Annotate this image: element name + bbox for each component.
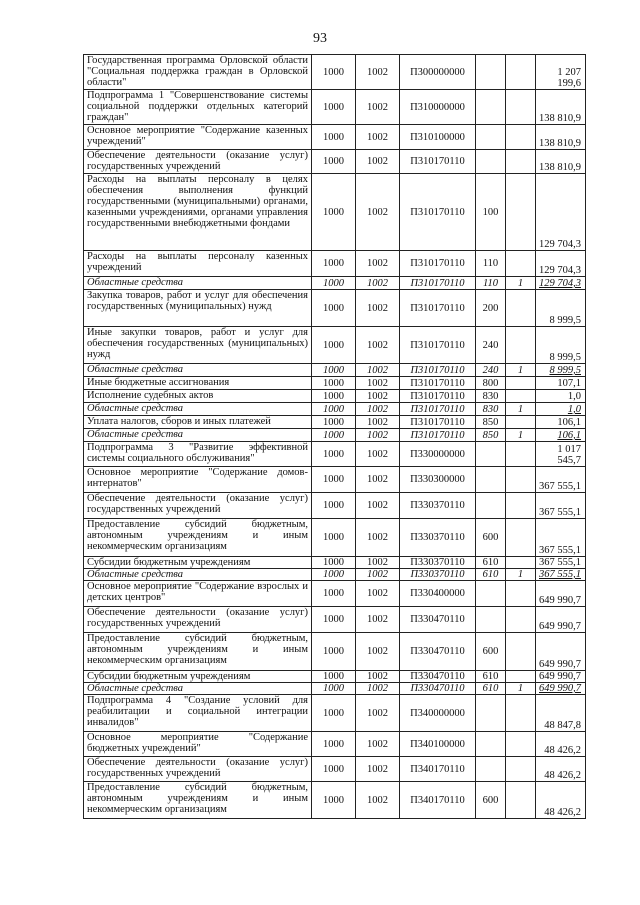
cell-subsection: 1002: [356, 416, 400, 429]
cell-description: Расходы на выплаты персоналу казенных учреждений: [84, 251, 312, 277]
cell-amount: 367 555,1: [536, 569, 586, 581]
cell-amount: 138 810,9: [536, 150, 586, 174]
cell-expense-type: 110: [476, 251, 506, 277]
cell-expense-type: [476, 150, 506, 174]
cell-subsection: 1002: [356, 519, 400, 557]
cell-target-article: П310100000: [400, 125, 476, 150]
cell-subsection: 1002: [356, 150, 400, 174]
cell-expense-type: [476, 695, 506, 732]
table-row: [84, 377, 586, 390]
cell-funding-source: [506, 174, 536, 251]
cell-funding-source: 1: [506, 429, 536, 442]
cell-section: 1000: [312, 390, 356, 403]
cell-description: Основное мероприятие "Содержание домов-интернатов": [84, 467, 312, 493]
cell-section: 1000: [312, 327, 356, 364]
cell-funding-source: [506, 251, 536, 277]
cell-target-article: П310170110: [400, 416, 476, 429]
cell-description: Иные закупки товаров, работ и услуг для обеспечения государственных (муниципальных) нужд: [84, 327, 312, 364]
cell-subsection: 1002: [356, 607, 400, 633]
table-row: [84, 442, 586, 467]
cell-subsection: 1002: [356, 277, 400, 290]
cell-target-article: П330370110: [400, 569, 476, 581]
cell-target-article: П300000000: [400, 55, 476, 90]
cell-funding-source: [506, 757, 536, 782]
cell-section: 1000: [312, 55, 356, 90]
cell-description: Расходы на выплаты персоналу в целях обеспечения выполнения функций государственными (муниципальными) органами, казенными учреждениями, органами управления государственными внебюджетными фондами: [84, 174, 312, 251]
cell-amount: 107,1: [536, 377, 586, 390]
cell-description: Основное мероприятие "Содержание бюджетных учреждений": [84, 732, 312, 757]
cell-section: 1000: [312, 757, 356, 782]
cell-description: Предоставление субсидий бюджетным, автономным учреждениям и иным некоммерческим организациям: [84, 633, 312, 671]
cell-amount: 1 207 199,6: [536, 55, 586, 90]
cell-subsection: 1002: [356, 557, 400, 569]
cell-description: Подпрограмма 3 "Развитие эффективной системы социального обслуживания": [84, 442, 312, 467]
cell-expense-type: 850: [476, 416, 506, 429]
cell-subsection: 1002: [356, 695, 400, 732]
table-row: [84, 174, 586, 251]
cell-expense-type: 600: [476, 633, 506, 671]
cell-amount: 106,1: [536, 429, 586, 442]
cell-funding-source: [506, 416, 536, 429]
cell-amount: 48 426,2: [536, 732, 586, 757]
cell-amount: 649 990,7: [536, 607, 586, 633]
cell-amount: 48 426,2: [536, 757, 586, 782]
cell-amount: 129 704,3: [536, 251, 586, 277]
cell-target-article: П330370110: [400, 557, 476, 569]
cell-description: Областные средства: [84, 403, 312, 416]
table-row: [84, 125, 586, 150]
cell-subsection: 1002: [356, 757, 400, 782]
cell-description: Субсидии бюджетным учреждениям: [84, 557, 312, 569]
cell-target-article: П330000000: [400, 442, 476, 467]
cell-section: 1000: [312, 519, 356, 557]
cell-section: 1000: [312, 633, 356, 671]
cell-amount: 1,0: [536, 390, 586, 403]
table-row: [84, 607, 586, 633]
cell-subsection: 1002: [356, 671, 400, 683]
cell-description: Субсидии бюджетным учреждениям: [84, 671, 312, 683]
cell-funding-source: [506, 607, 536, 633]
cell-section: 1000: [312, 581, 356, 607]
cell-expense-type: 240: [476, 364, 506, 377]
page-number: 93: [313, 31, 327, 46]
cell-expense-type: [476, 732, 506, 757]
cell-amount: 8 999,5: [536, 327, 586, 364]
cell-description: Уплата налогов, сборов и иных платежей: [84, 416, 312, 429]
cell-expense-type: 830: [476, 403, 506, 416]
cell-target-article: П330470110: [400, 683, 476, 695]
cell-funding-source: 1: [506, 364, 536, 377]
cell-section: 1000: [312, 416, 356, 429]
cell-description: Исполнение судебных актов: [84, 390, 312, 403]
cell-target-article: П310170110: [400, 403, 476, 416]
table-row: [84, 403, 586, 416]
cell-subsection: 1002: [356, 55, 400, 90]
cell-description: Обеспечение деятельности (оказание услуг) государственных учреждений: [84, 150, 312, 174]
table-row: [84, 671, 586, 683]
cell-funding-source: [506, 442, 536, 467]
cell-expense-type: [476, 607, 506, 633]
cell-amount: 649 990,7: [536, 671, 586, 683]
cell-amount: 649 990,7: [536, 683, 586, 695]
cell-expense-type: [476, 581, 506, 607]
cell-amount: 106,1: [536, 416, 586, 429]
cell-subsection: 1002: [356, 442, 400, 467]
cell-funding-source: [506, 150, 536, 174]
cell-amount: 8 999,5: [536, 364, 586, 377]
cell-target-article: П310170110: [400, 390, 476, 403]
cell-amount: 367 555,1: [536, 467, 586, 493]
cell-target-article: П330470110: [400, 671, 476, 683]
cell-funding-source: [506, 732, 536, 757]
cell-expense-type: [476, 125, 506, 150]
cell-target-article: П340100000: [400, 732, 476, 757]
table-row: [84, 757, 586, 782]
cell-subsection: 1002: [356, 251, 400, 277]
cell-section: 1000: [312, 364, 356, 377]
cell-amount: 129 704,3: [536, 277, 586, 290]
cell-target-article: П340000000: [400, 695, 476, 732]
cell-expense-type: [476, 757, 506, 782]
cell-expense-type: 800: [476, 377, 506, 390]
cell-funding-source: 1: [506, 403, 536, 416]
cell-target-article: П310170110: [400, 364, 476, 377]
cell-target-article: П310170110: [400, 277, 476, 290]
cell-expense-type: 600: [476, 782, 506, 819]
cell-amount: 138 810,9: [536, 90, 586, 125]
cell-subsection: 1002: [356, 683, 400, 695]
table-row: [84, 277, 586, 290]
cell-funding-source: 1: [506, 683, 536, 695]
cell-section: 1000: [312, 671, 356, 683]
cell-expense-type: [476, 467, 506, 493]
cell-funding-source: [506, 377, 536, 390]
cell-subsection: 1002: [356, 364, 400, 377]
cell-section: 1000: [312, 174, 356, 251]
cell-section: 1000: [312, 493, 356, 519]
cell-subsection: 1002: [356, 429, 400, 442]
cell-section: 1000: [312, 277, 356, 290]
table-row: [84, 364, 586, 377]
cell-expense-type: [476, 90, 506, 125]
cell-description: Областные средства: [84, 683, 312, 695]
cell-amount: 367 555,1: [536, 519, 586, 557]
cell-description: Предоставление субсидий бюджетным, автономным учреждениям и иным некоммерческим организациям: [84, 782, 312, 819]
table-row: [84, 467, 586, 493]
cell-section: 1000: [312, 429, 356, 442]
cell-target-article: П330470110: [400, 607, 476, 633]
cell-funding-source: [506, 671, 536, 683]
table-body: [84, 55, 586, 819]
table-row: [84, 683, 586, 695]
cell-expense-type: 600: [476, 519, 506, 557]
cell-description: Подпрограмма 4 "Создание условий для реабилитации и социальной интеграции инвалидов": [84, 695, 312, 732]
cell-expense-type: 830: [476, 390, 506, 403]
cell-subsection: 1002: [356, 403, 400, 416]
table-row: [84, 290, 586, 327]
cell-subsection: 1002: [356, 732, 400, 757]
cell-target-article: П310000000: [400, 90, 476, 125]
cell-amount: 48 426,2: [536, 782, 586, 819]
cell-target-article: П330370110: [400, 493, 476, 519]
cell-description: Областные средства: [84, 429, 312, 442]
cell-expense-type: 610: [476, 557, 506, 569]
cell-target-article: П340170110: [400, 757, 476, 782]
cell-subsection: 1002: [356, 633, 400, 671]
cell-funding-source: [506, 327, 536, 364]
table-row: [84, 633, 586, 671]
cell-funding-source: [506, 90, 536, 125]
table-row: [84, 429, 586, 442]
cell-target-article: П310170110: [400, 150, 476, 174]
cell-description: Иные бюджетные ассигнования: [84, 377, 312, 390]
cell-expense-type: [476, 55, 506, 90]
cell-expense-type: [476, 493, 506, 519]
cell-target-article: П330400000: [400, 581, 476, 607]
table-row: [84, 55, 586, 90]
cell-amount: 1 017 545,7: [536, 442, 586, 467]
table-row: [84, 695, 586, 732]
cell-funding-source: 1: [506, 569, 536, 581]
table-row: [84, 327, 586, 364]
cell-section: 1000: [312, 377, 356, 390]
cell-description: Обеспечение деятельности (оказание услуг) государственных учреждений: [84, 757, 312, 782]
cell-funding-source: [506, 55, 536, 90]
cell-funding-source: [506, 290, 536, 327]
cell-amount: 1,0: [536, 403, 586, 416]
cell-subsection: 1002: [356, 125, 400, 150]
cell-funding-source: [506, 557, 536, 569]
cell-target-article: П310170110: [400, 327, 476, 364]
cell-description: Областные средства: [84, 364, 312, 377]
cell-section: 1000: [312, 90, 356, 125]
cell-subsection: 1002: [356, 327, 400, 364]
cell-funding-source: [506, 467, 536, 493]
cell-funding-source: [506, 125, 536, 150]
cell-section: 1000: [312, 782, 356, 819]
cell-subsection: 1002: [356, 174, 400, 251]
cell-expense-type: 850: [476, 429, 506, 442]
table-row: [84, 557, 586, 569]
cell-expense-type: 610: [476, 569, 506, 581]
cell-section: 1000: [312, 251, 356, 277]
cell-description: Предоставление субсидий бюджетным, автономным учреждениям и иным некоммерческим организациям: [84, 519, 312, 557]
cell-amount: 129 704,3: [536, 174, 586, 251]
table-row: [84, 251, 586, 277]
cell-subsection: 1002: [356, 782, 400, 819]
cell-target-article: П310170110: [400, 174, 476, 251]
table-row: [84, 493, 586, 519]
cell-target-article: П340170110: [400, 782, 476, 819]
cell-target-article: П310170110: [400, 429, 476, 442]
table-row: [84, 569, 586, 581]
cell-amount: 8 999,5: [536, 290, 586, 327]
cell-expense-type: 110: [476, 277, 506, 290]
cell-amount: 367 555,1: [536, 557, 586, 569]
cell-amount: 649 990,7: [536, 633, 586, 671]
cell-target-article: П310170110: [400, 377, 476, 390]
cell-description: Основное мероприятие "Содержание казенных учреждений": [84, 125, 312, 150]
cell-subsection: 1002: [356, 493, 400, 519]
cell-funding-source: [506, 782, 536, 819]
cell-expense-type: 200: [476, 290, 506, 327]
cell-funding-source: 1: [506, 277, 536, 290]
cell-subsection: 1002: [356, 569, 400, 581]
cell-description: Основное мероприятие "Содержание взрослых и детских центров": [84, 581, 312, 607]
table-row: [84, 150, 586, 174]
cell-description: Подпрограмма 1 "Совершенствование системы социальной поддержки отдельных категорий граждан": [84, 90, 312, 125]
cell-expense-type: 610: [476, 683, 506, 695]
cell-section: 1000: [312, 732, 356, 757]
cell-description: Обеспечение деятельности (оказание услуг) государственных учреждений: [84, 493, 312, 519]
cell-section: 1000: [312, 557, 356, 569]
cell-subsection: 1002: [356, 290, 400, 327]
cell-section: 1000: [312, 695, 356, 732]
cell-expense-type: [476, 442, 506, 467]
cell-description: Областные средства: [84, 277, 312, 290]
cell-subsection: 1002: [356, 390, 400, 403]
cell-target-article: П330300000: [400, 467, 476, 493]
table-row: [84, 416, 586, 429]
cell-funding-source: [506, 633, 536, 671]
cell-description: Обеспечение деятельности (оказание услуг) государственных учреждений: [84, 607, 312, 633]
cell-amount: 138 810,9: [536, 125, 586, 150]
cell-description: Областные средства: [84, 569, 312, 581]
cell-description: Закупка товаров, работ и услуг для обеспечения государственных (муниципальных) нужд: [84, 290, 312, 327]
table-row: [84, 581, 586, 607]
cell-target-article: П330370110: [400, 519, 476, 557]
cell-funding-source: [506, 581, 536, 607]
cell-subsection: 1002: [356, 581, 400, 607]
cell-funding-source: [506, 695, 536, 732]
cell-section: 1000: [312, 403, 356, 416]
cell-section: 1000: [312, 467, 356, 493]
cell-target-article: П310170110: [400, 251, 476, 277]
cell-section: 1000: [312, 290, 356, 327]
cell-amount: 367 555,1: [536, 493, 586, 519]
cell-funding-source: [506, 390, 536, 403]
cell-section: 1000: [312, 683, 356, 695]
cell-target-article: П330470110: [400, 633, 476, 671]
table-row: [84, 519, 586, 557]
table-row: [84, 732, 586, 757]
table-row: [84, 390, 586, 403]
cell-amount: 48 847,8: [536, 695, 586, 732]
cell-funding-source: [506, 493, 536, 519]
cell-amount: 649 990,7: [536, 581, 586, 607]
cell-section: 1000: [312, 569, 356, 581]
cell-expense-type: 100: [476, 174, 506, 251]
table-row: [84, 90, 586, 125]
cell-expense-type: 240: [476, 327, 506, 364]
cell-description: Государственная программа Орловской области "Социальная поддержка граждан в Орловской области": [84, 55, 312, 90]
table-row: [84, 782, 586, 819]
cell-section: 1000: [312, 125, 356, 150]
cell-subsection: 1002: [356, 90, 400, 125]
cell-subsection: 1002: [356, 377, 400, 390]
cell-target-article: П310170110: [400, 290, 476, 327]
budget-table: [83, 54, 586, 819]
cell-section: 1000: [312, 442, 356, 467]
cell-funding-source: [506, 519, 536, 557]
cell-section: 1000: [312, 150, 356, 174]
cell-subsection: 1002: [356, 467, 400, 493]
cell-section: 1000: [312, 607, 356, 633]
cell-expense-type: 610: [476, 671, 506, 683]
